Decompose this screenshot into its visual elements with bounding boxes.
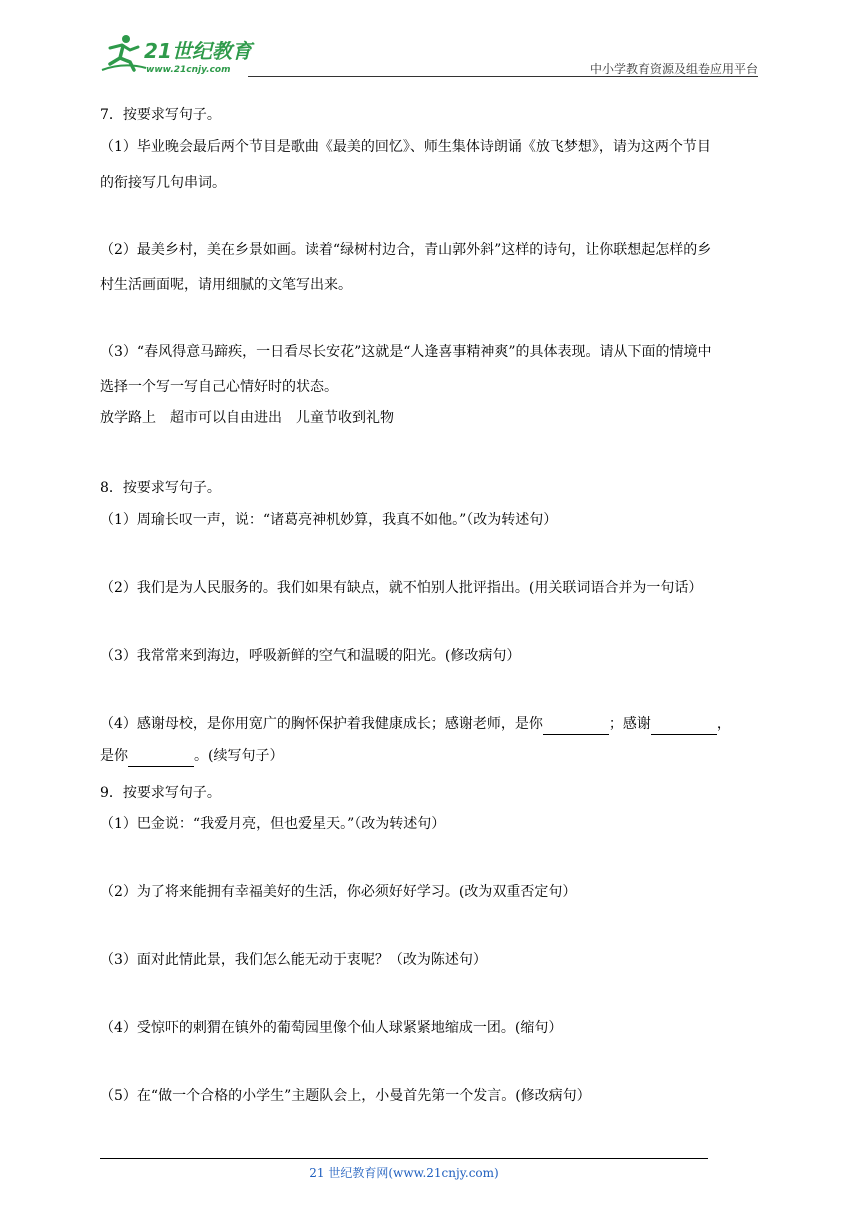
logo-url: www.21cnjy.com xyxy=(146,65,231,75)
question-7-part-3-cont: 选择一个写一写自己心情好时的状态。 xyxy=(100,379,338,395)
site-logo xyxy=(96,32,256,76)
page-header xyxy=(96,30,758,78)
question-9-part-3: （3）面对此情此景，我们怎么能无动于衷呢？（改为陈述句） xyxy=(100,952,487,968)
question-8-part-2: （2）我们是为人民服务的。我们如果有缺点，就不怕别人批评指出。(用关联词语合并为一句话） xyxy=(100,580,703,596)
question-7-part-2: （2）最美乡村，美在乡景如画。读着“绿树村边合，青山郭外斜”这样的诗句，让你联想起怎样的乡 xyxy=(100,242,712,258)
question-7-title: 7．按要求写句子。 xyxy=(100,107,221,123)
answer-blank[interactable] xyxy=(128,746,194,767)
question-8-part-4-cont xyxy=(100,746,283,767)
question-8-part-1: （1）周瑜长叹一声，说：“诸葛亮神机妙算，我真不如他。”（改为转述句） xyxy=(100,512,558,528)
question-7-part-3: （3）“春风得意马蹄疾，一日看尽长安花”这就是“人逢喜事精神爽”的具体表现。请从下面的情境中 xyxy=(100,344,712,360)
question-8-part-4 xyxy=(100,714,760,735)
answer-blank[interactable] xyxy=(651,714,717,735)
header-divider xyxy=(248,76,758,77)
question-8-part-4-text-a: （4）感谢母校，是你用宽广的胸怀保护着我健康成长；感谢老师，是你 xyxy=(100,716,543,732)
question-7-part-1: （1）毕业晚会最后两个节目是歌曲《最美的回忆》、师生集体诗朗诵《放飞梦想》，请为这两个节目 xyxy=(100,139,711,155)
question-7-options: 放学路上 超市可以自由进出 儿童节收到礼物 xyxy=(100,410,394,426)
question-8-part-3: （3）我常常来到海边，呼吸新鲜的空气和温暖的阳光。(修改病句） xyxy=(100,648,521,664)
footer-link[interactable]: 21 世纪教育网(www.21cnjy.com) xyxy=(309,1166,499,1180)
logo-text: 21世纪教育 xyxy=(144,39,252,63)
question-9-title: 9．按要求写句子。 xyxy=(100,785,221,801)
question-8-part-4-text-c: ， xyxy=(716,716,731,732)
question-9-part-1: （1）巴金说：“我爱月亮，但也爱星天。”（改为转述句） xyxy=(100,816,446,832)
question-8-part-4-text-e: 。(续写句子） xyxy=(194,748,284,764)
answer-blank[interactable] xyxy=(543,714,609,735)
footer-divider xyxy=(100,1158,708,1159)
question-9-part-4: （4）受惊吓的刺猬在镇外的葡萄园里像个仙人球紧紧地缩成一团。(缩句） xyxy=(100,1020,563,1036)
question-8-title: 8．按要求写句子。 xyxy=(100,480,221,496)
question-9-part-2: （2）为了将来能拥有幸福美好的生活，你必须好好学习。(改为双重否定句） xyxy=(100,884,577,900)
logo-runner-icon xyxy=(96,32,256,76)
question-7-part-2-cont: 村生活画面呢，请用细腻的文笔写出来。 xyxy=(100,277,352,293)
question-7-part-1-cont: 的衔接写几句串词。 xyxy=(100,175,226,191)
platform-name: 中小学教育资源及组卷应用平台 xyxy=(589,62,758,76)
question-8-part-4-text-b: ；感谢 xyxy=(608,716,651,732)
question-9-part-5: （5）在“做一个合格的小学生”主题队会上，小曼首先第一个发言。(修改病句） xyxy=(100,1088,591,1104)
question-8-part-4-text-d: 是你 xyxy=(100,748,128,764)
